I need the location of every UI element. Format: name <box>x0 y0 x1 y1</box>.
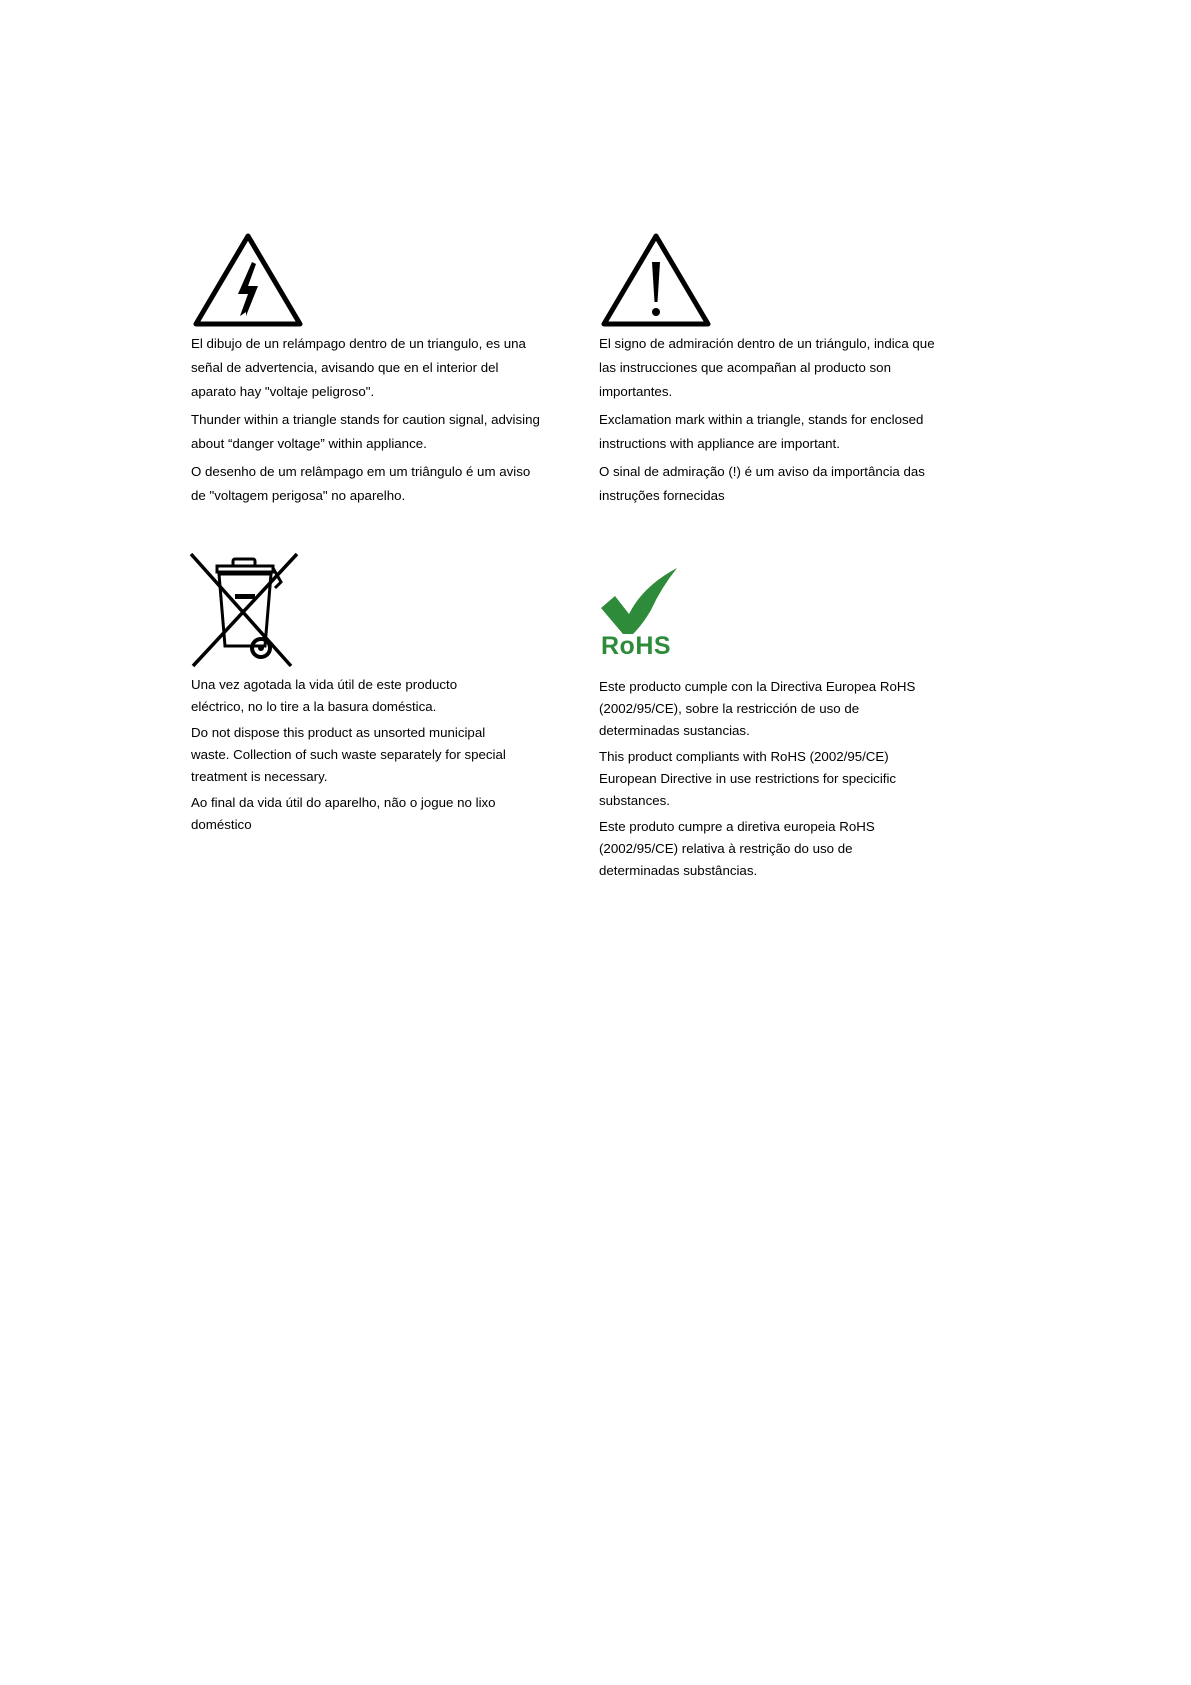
weee-icon-block <box>189 552 301 668</box>
lightning-text-group <box>191 332 591 512</box>
rohs-logo <box>599 566 683 666</box>
rohs-logo-text: RoHS <box>601 632 672 660</box>
weee-text-en: Do not dispose this product as unsorted municipal waste. Collection of such waste separately for special treatment is necessary. <box>191 725 506 784</box>
lightning-text-en: Thunder within a triangle stands for caution signal, advising about “danger voltage” within appliance. <box>191 412 540 451</box>
lightning-warning-icon-block <box>192 232 304 330</box>
lightning-text-pt: O desenho de um relâmpago em um triângulo é um aviso de "voltagem perigosa" no aparelho. <box>191 464 531 503</box>
weee-text-es: Una vez agotada la vida útil de este producto eléctrico, no lo tire a la basura doméstica. <box>191 677 458 714</box>
rohs-text-group <box>599 676 999 886</box>
rohs-checkmark-icon <box>599 566 683 636</box>
weee-text-group <box>191 674 591 840</box>
exclamation-warning-icon-block <box>600 232 712 330</box>
exclamation-text-en: Exclamation mark within a triangle, stands for enclosed instructions with appliance are important. <box>599 412 924 451</box>
exclamation-text-group <box>599 332 999 512</box>
exclamation-text-pt: O sinal de admiração (!) é um aviso da importância das instruções fornecidas <box>599 464 925 503</box>
lightning-text-es: El dibujo de un relámpago dentro de un triangulo, es una señal de advertencia, avisando que en el interior del aparato hay "voltaje peligroso". <box>191 336 526 399</box>
exclamation-warning-triangle-icon <box>600 232 712 330</box>
weee-text-pt: Ao final da vida útil do aparelho, não o jogue no lixo doméstico <box>191 795 496 832</box>
exclamation-text-es: El signo de admiración dentro de un triángulo, indica que las instrucciones que acompañan al producto son importantes. <box>599 336 935 399</box>
lightning-warning-triangle-icon <box>192 232 304 330</box>
rohs-text-pt: Este produto cumpre a diretiva europeia RoHS (2002/95/CE) relativa à restrição do uso de determinadas substâncias. <box>599 819 875 878</box>
crossed-out-wheelie-bin-icon <box>189 552 301 668</box>
rohs-text-en: This product compliants with RoHS (2002/95/CE) European Directive in use restrictions for specicific substances. <box>599 749 897 808</box>
rohs-text-es: Este producto cumple con la Directiva Europea RoHS (2002/95/CE), sobre la restricción de uso de determinadas sustancias. <box>599 679 916 738</box>
